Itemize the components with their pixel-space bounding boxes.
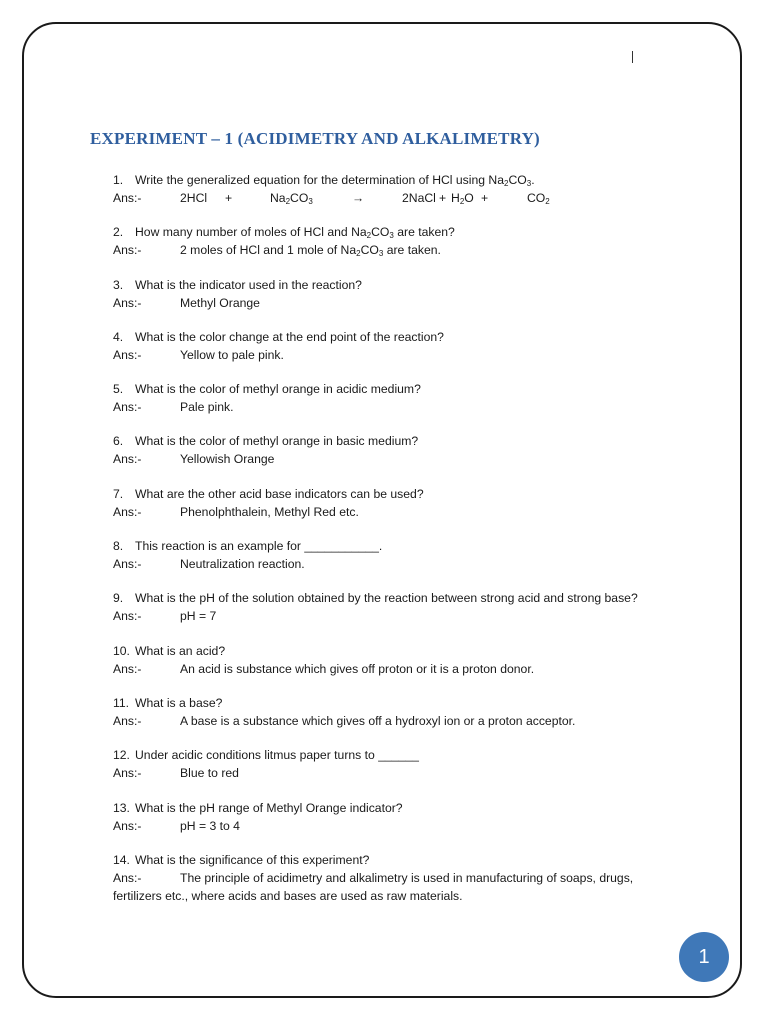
answer-3: Ans:- Methyl Orange (113, 295, 260, 310)
question-2: 2. How many number of moles of HCl and $Na_2CO_3$ are taken? (113, 225, 455, 241)
question-4: 4. What is the color change at the end point of the reaction? (113, 329, 444, 344)
question-5: 5. What is the color of methyl orange in acidic medium? (113, 382, 421, 397)
answer-9: Ans:- pH = 7 (113, 609, 217, 624)
question-7: 7. What are the other acid base indicators can be used? (113, 486, 424, 501)
answer-label: Ans:- (113, 766, 142, 781)
answer-label: Ans:- (113, 452, 142, 467)
answer-label: Ans:- (113, 713, 142, 728)
answer-label: Ans:- (113, 557, 142, 572)
answer-4: Ans:- Yellow to pale pink. (113, 347, 284, 362)
question-9: 9. What is the pH of the solution obtained by the reaction between strong acid and strong base? (113, 591, 638, 606)
answer-11: Ans:- A base is a substance which gives off a hydroxyl ion or a proton acceptor. (113, 713, 576, 728)
answer-label: Ans:- (113, 400, 142, 415)
qa-item-4 (113, 328, 693, 380)
answer-12: Ans:- Blue to red (113, 766, 239, 781)
answer-2: Ans:- 2 moles of HCl and 1 mole of $Na_2CO_3$ are taken. (113, 243, 441, 259)
qa-item-1 (113, 171, 693, 223)
answer-8: Ans:- Neutralization reaction. (113, 557, 305, 572)
answer-label: Ans:- (113, 504, 142, 519)
qa-item-3 (113, 276, 693, 328)
answer-5: Ans:- Pale pink. (113, 400, 234, 415)
page-number-badge: 1 (679, 932, 729, 982)
qa-item-9 (113, 589, 693, 641)
qa-item-12 (113, 746, 693, 798)
qa-item-8 (113, 537, 693, 589)
qa-item-11 (113, 694, 693, 746)
page-title: EXPERIMENT – 1 (ACIDIMETRY AND ALKALIMETRY) (90, 129, 540, 148)
qa-item-2 (113, 223, 693, 275)
question-13: 13. What is the pH range of Methyl Orange indicator? (113, 800, 403, 815)
question-8: 8. This reaction is an example for ___________. (113, 539, 383, 554)
text-cursor (632, 51, 633, 63)
question-10: 10. What is an acid? (113, 643, 226, 658)
answer-14: Ans:- The principle of acidimetry and alkalimetry is used in manufacturing of soaps, drugs, (113, 870, 634, 885)
question-6: 6. What is the color of methyl orange in basic medium? (113, 434, 419, 449)
question-3: 3. What is the indicator used in the reaction? (113, 277, 362, 292)
reaction-arrow: → (352, 191, 365, 205)
answer-10: Ans:- An acid is substance which gives off proton or it is a proton donor. (113, 661, 535, 676)
answer-label: Ans:- (113, 609, 142, 624)
answer-label: Ans:- (113, 347, 142, 362)
answer-1-equation: Ans:- $2HCl + Na_2CO_3$ → 2NaCl + $H_2O + CO_2$ (113, 191, 550, 206)
answer-label: Ans:- (113, 870, 142, 885)
answer-label: Ans:- (113, 243, 142, 258)
qa-item-7 (113, 485, 693, 537)
answer-label: Ans:- (113, 661, 142, 676)
answer-6: Ans:- Yellowish Orange (113, 452, 275, 467)
answer-label: Ans:- (113, 818, 142, 833)
question-12: 12. Under acidic conditions litmus paper turns to ______ (113, 748, 419, 763)
qa-item-6 (113, 432, 693, 484)
question-1: 1. Write the generalized equation for the determination of HCl using $Na_2CO_3$. (113, 173, 535, 188)
answer-14-continued: fertilizers etc., where acids and bases are used as raw materials. (113, 888, 463, 903)
answer-label: Ans:- (113, 191, 142, 205)
qa-item-14 (113, 851, 693, 903)
answer-label: Ans:- (113, 295, 142, 310)
qa-item-5 (113, 380, 693, 432)
question-11: 11. What is a base? (113, 695, 223, 710)
qa-item-10 (113, 642, 693, 694)
answer-7: Ans:- Phenolphthalein, Methyl Red etc. (113, 504, 359, 519)
answer-13: Ans:- pH = 3 to 4 (113, 818, 240, 833)
question-14: 14. What is the significance of this experiment? (113, 852, 370, 867)
qa-item-13 (113, 799, 693, 851)
question-list (113, 171, 693, 903)
